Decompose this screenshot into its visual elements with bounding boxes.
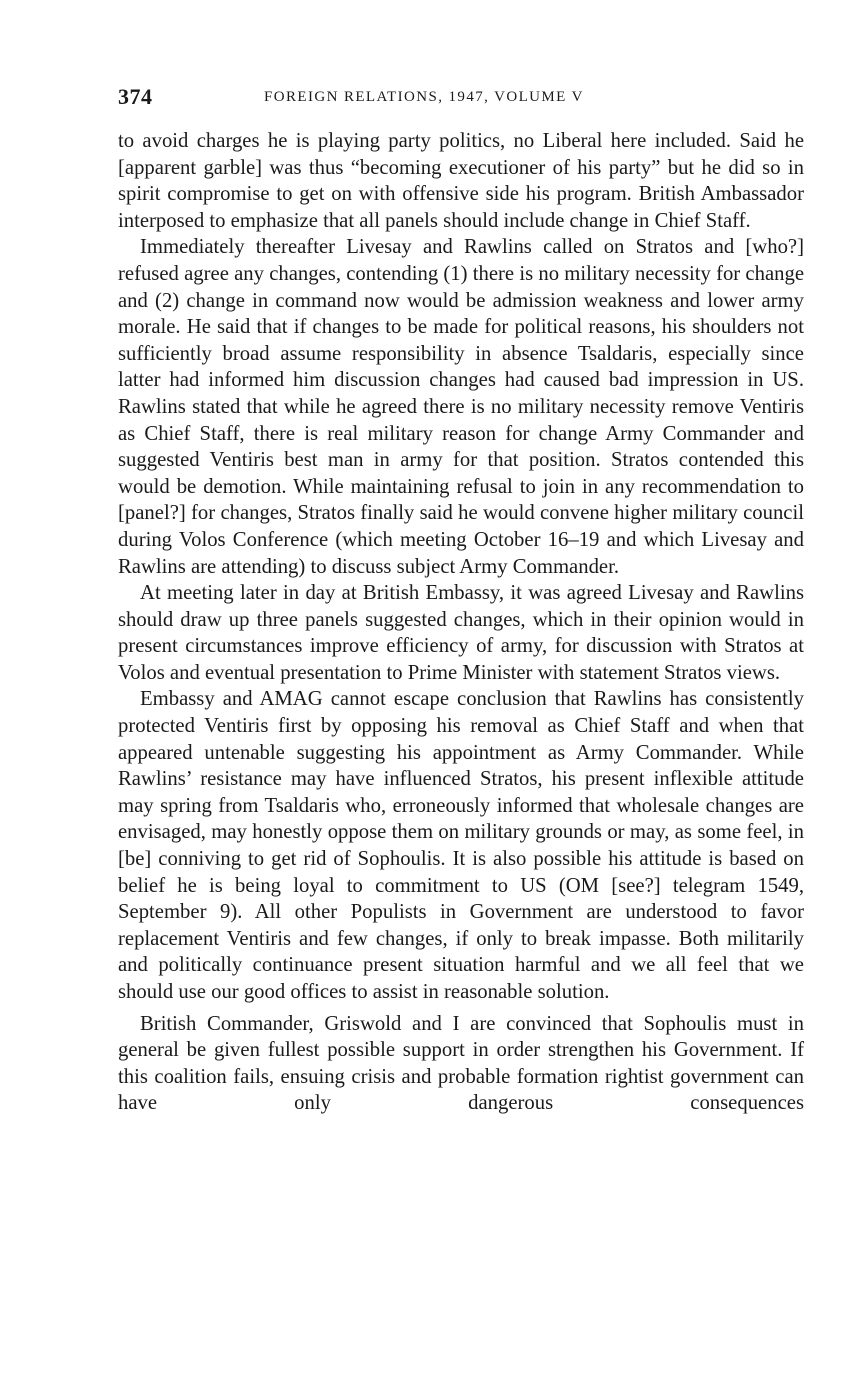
paragraph-support-sophoulis: British Commander, Griswold and I are convinced that Sophoulis must in general be given fullest possible support in order strengthen his Government. If this coalition fails, ensuing crisis and probable formation rightist government can have only dangerous consequences (118, 1012, 804, 1115)
body-text (118, 128, 804, 1117)
paragraph-embassy-amag-conclusion: Embassy and AMAG cannot escape conclusion that Rawlins has consistently protected Ventiris first by opposing his removal as Chief Staff and when that appeared untenable suggesting his appointment as Army Commander. While Rawlins’ resistance may have influenced Stratos, his present inflexible attitude may spring from Tsaldaris who, erroneously informed that wholesale changes are envisaged, may honestly oppose them on military grounds or may, as some feel, in [be] conniving to get rid of Sophoulis. It is also possible his attitude is based on belief he is being loyal to commitment to US (OM [see?] telegram 1549, September 9). All other Populists in Government are understood to favor replacement Ventiris and few changes, if only to break impasse. Both militarily and politically continuance present situation harmful and we all feel that we should use our good offices to assist in reasonable solution. (118, 688, 804, 1003)
running-head: FOREIGN RELATIONS, 1947, VOLUME V (264, 89, 584, 105)
page-number: 374 (118, 84, 153, 109)
paragraph-stratos-refusal: Immediately thereafter Livesay and Rawlins called on Stratos and [who?] refused agree any changes, contending (1) there is no military necessity for change and (2) change in command now would be admission weakness and lower army morale. He said that if changes to be made for political reasons, his shoulders not sufficiently broad assume responsibility in absence Tsaldaris, especially since latter had informed him discussion changes had caused bad impression in US. Rawlins stated that while he agreed there is no military necessity remove Ventiris as Chief Staff, there is real military reason for change Army Commander and suggested Ventiris best man in army for that position. Stratos contended this would be demotion. While maintaining refusal to join in any recommendation to [panel?] for changes, Stratos finally said he would convene higher military council during Volos Conference (which meeting October 16–19 and which Livesay and Rawlins are attending) to discuss subject Army Commander. (118, 236, 804, 578)
document-page (118, 84, 804, 1117)
paragraph-british-embassy-meeting: At meeting later in day at British Embassy, it was agreed Livesay and Rawlins should draw up three panels suggested changes, which in their opinion would in present circumstances improve efficiency of army, for discussion with Stratos at Volos and eventual presentation to Prime Minister with statement Stratos views. (118, 582, 804, 684)
page-header (118, 84, 804, 114)
paragraph-continued: to avoid charges he is playing party politics, no Liberal here included. Said he [apparent garble] was thus “becoming executioner of his party” but he did so in spirit compromise to get on with offensive side his program. British Ambassador interposed to emphasize that all panels should include change in Chief Staff. (118, 130, 804, 232)
